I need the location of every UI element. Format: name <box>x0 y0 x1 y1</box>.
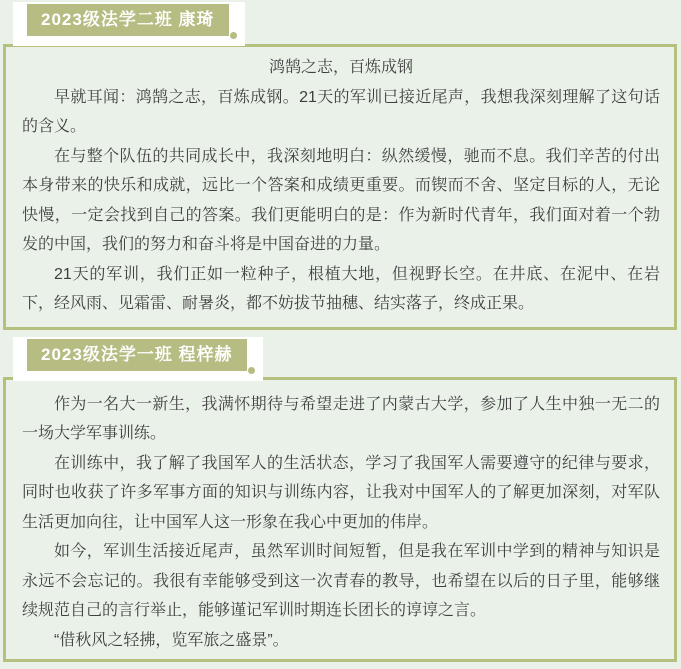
essay-paragraph: “借秋风之轻拂，览军旅之盛景”。 <box>54 631 289 649</box>
essay-card <box>3 0 677 330</box>
author-class-tag: 2023级法学二班 康琦 <box>27 4 229 36</box>
bullet-dot-icon <box>248 367 255 374</box>
essay-paragraph: 早就耳闻：鸿鹄之志，百炼成钢。21天的军训已接近尾声，我想我深刻理解了这句话的含义。 <box>22 88 660 135</box>
essay-paragraph: 如今，军训生活接近尾声，虽然军训时间短暂，但是我在军训中学到的精神与知识是永远不会忘记的。我很有幸能够受到这一次青春的教导，也希望在以后的日子里，能够继续规范自己的言行举止，能够谨记军训时期连长团长的谆谆之言。 <box>22 543 660 619</box>
author-ribbon <box>13 2 245 46</box>
essay-paragraph: 在训练中，我了解了我国军人的生活状态，学习了我国军人需要遵守的纪律与要求，同时也收获了许多军事方面的知识与训练内容，让我对中国军人的了解更加深刻，对军队生活更加向往，让中国军人这一形象在我心中更加的伟岸。 <box>22 454 660 531</box>
bullet-dot-icon <box>230 32 237 39</box>
essay-paragraph: 在与整个队伍的共同成长中，我深刻地明白：纵然缓慢，驰而不息。我们辛苦的付出本身带来的快乐和成就，远比一个答案和成绩更重要。而锲而不舍、坚定目标的人，无论快慢，一定会找到自己的答案。我们更能明白的是：作为新时代青年，我们面对着一个勃发的中国，我们的努力和奋斗将是中国奋进的力量。 <box>22 147 660 253</box>
author-class-tag: 2023级法学一班 程梓赫 <box>27 339 247 371</box>
essay-paragraph: 21天的军训，我们正如一粒种子，根植大地，但视野长空。在井底、在泥中、在岩下，经风雨、见霜雷、耐暑炎，都不妨拔节抽穗、结实落子，终成正果。 <box>22 265 660 312</box>
author-ribbon <box>13 337 263 381</box>
essay-title: 鸿鹄之志，百炼成钢 <box>268 59 413 76</box>
essay-card <box>3 337 677 663</box>
essay-paragraph: 作为一名大一新生，我满怀期待与希望走进了内蒙古大学，参加了人生中独一无二的一场大学军事训练。 <box>22 395 660 442</box>
essay-body <box>3 44 677 330</box>
essay-body <box>3 377 677 663</box>
